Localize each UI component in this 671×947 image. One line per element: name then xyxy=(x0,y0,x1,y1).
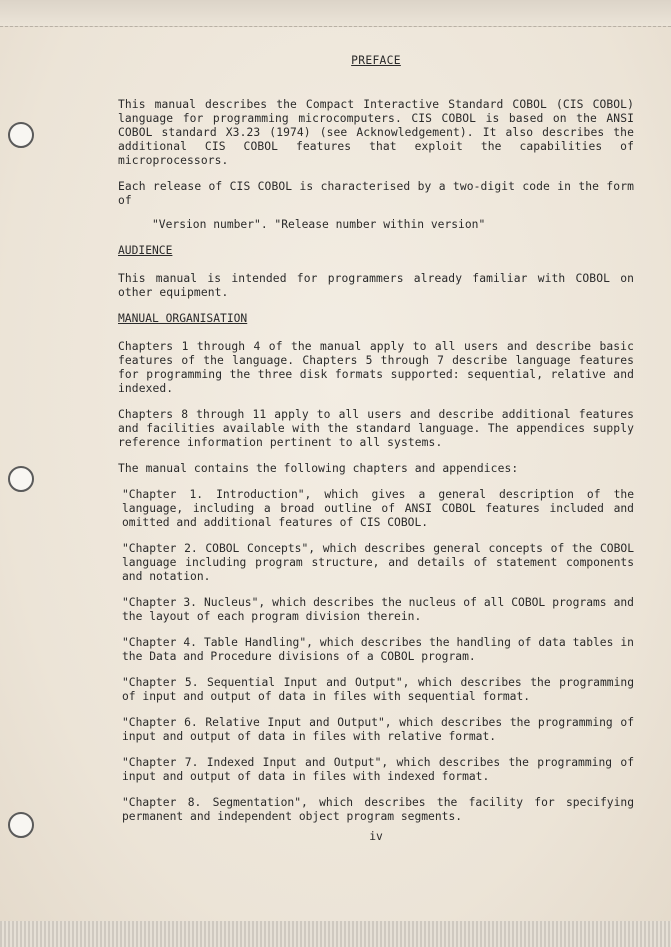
page-title: PREFACE xyxy=(351,54,401,67)
punch-hole-middle xyxy=(8,466,34,492)
audience-text: This manual is intended for programmers already familiar with COBOL on other equipment. xyxy=(118,272,634,299)
punch-hole-bottom xyxy=(8,812,34,838)
organisation-heading: MANUAL ORGANISATION xyxy=(118,312,248,325)
punch-hole-top xyxy=(8,122,34,148)
intro-paragraph: This manual describes the Compact Interactive Standard COBOL (CIS COBOL) language for programming microcomputers. CIS COBOL is based on the ANSI COBOL standard X3.23 (1974) (see Acknowledgement). It also describes the additional CIS COBOL features that exploit the capabilities of microprocessors. xyxy=(118,98,634,167)
organisation-paragraph-1: Chapters 1 through 4 of the manual apply to all users and describe basic features of the language. Chapters 5 through 7 describe language features for programming the three disk formats supported: sequential, relative and indexed. xyxy=(118,340,634,395)
document-body xyxy=(118,54,634,844)
organisation-paragraph-2: Chapters 8 through 11 apply to all users and describe additional features and facilities available with the standard language. The appendices supply reference information pertinent to all systems. xyxy=(118,408,634,449)
chapter-5-entry: "Chapter 5. Sequential Input and Output", which describes the programming of input and output of data in files with sequential format. xyxy=(122,676,634,703)
chapter-4-entry: "Chapter 4. Table Handling", which describes the handling of data tables in the Data and Procedure divisions of a COBOL program. xyxy=(122,636,634,663)
release-paragraph: Each release of CIS COBOL is characterised by a two-digit code in the form of xyxy=(118,180,634,207)
page-bottom-edge xyxy=(0,921,671,947)
chapter-6-entry: "Chapter 6. Relative Input and Output", which describes the programming of input and output of data in files with relative format. xyxy=(122,716,634,743)
chapter-1-entry: "Chapter 1. Introduction", which gives a general description of the language, including a broad outline of ANSI COBOL features included and omitted and additional features of CIS COBOL. xyxy=(122,488,634,529)
chapter-3-entry: "Chapter 3. Nucleus", which describes the nucleus of all COBOL programs and the layout of each program division therein. xyxy=(122,596,634,623)
audience-heading: AUDIENCE xyxy=(118,244,173,257)
chapter-7-entry: "Chapter 7. Indexed Input and Output", which describes the programming of input and output of data in files with indexed format. xyxy=(122,756,634,783)
chapter-8-entry: "Chapter 8. Segmentation", which describes the facility for specifying permanent and independent object program segments. xyxy=(122,796,634,823)
contents-intro: The manual contains the following chapters and appendices: xyxy=(118,462,519,475)
version-format: "Version number". "Release number within version" xyxy=(152,218,486,231)
chapter-2-entry: "Chapter 2. COBOL Concepts", which describes general concepts of the COBOL language including program structure, and details of statement components and notation. xyxy=(122,542,634,583)
page-number: iv xyxy=(369,830,383,843)
page-top-edge xyxy=(0,0,671,27)
